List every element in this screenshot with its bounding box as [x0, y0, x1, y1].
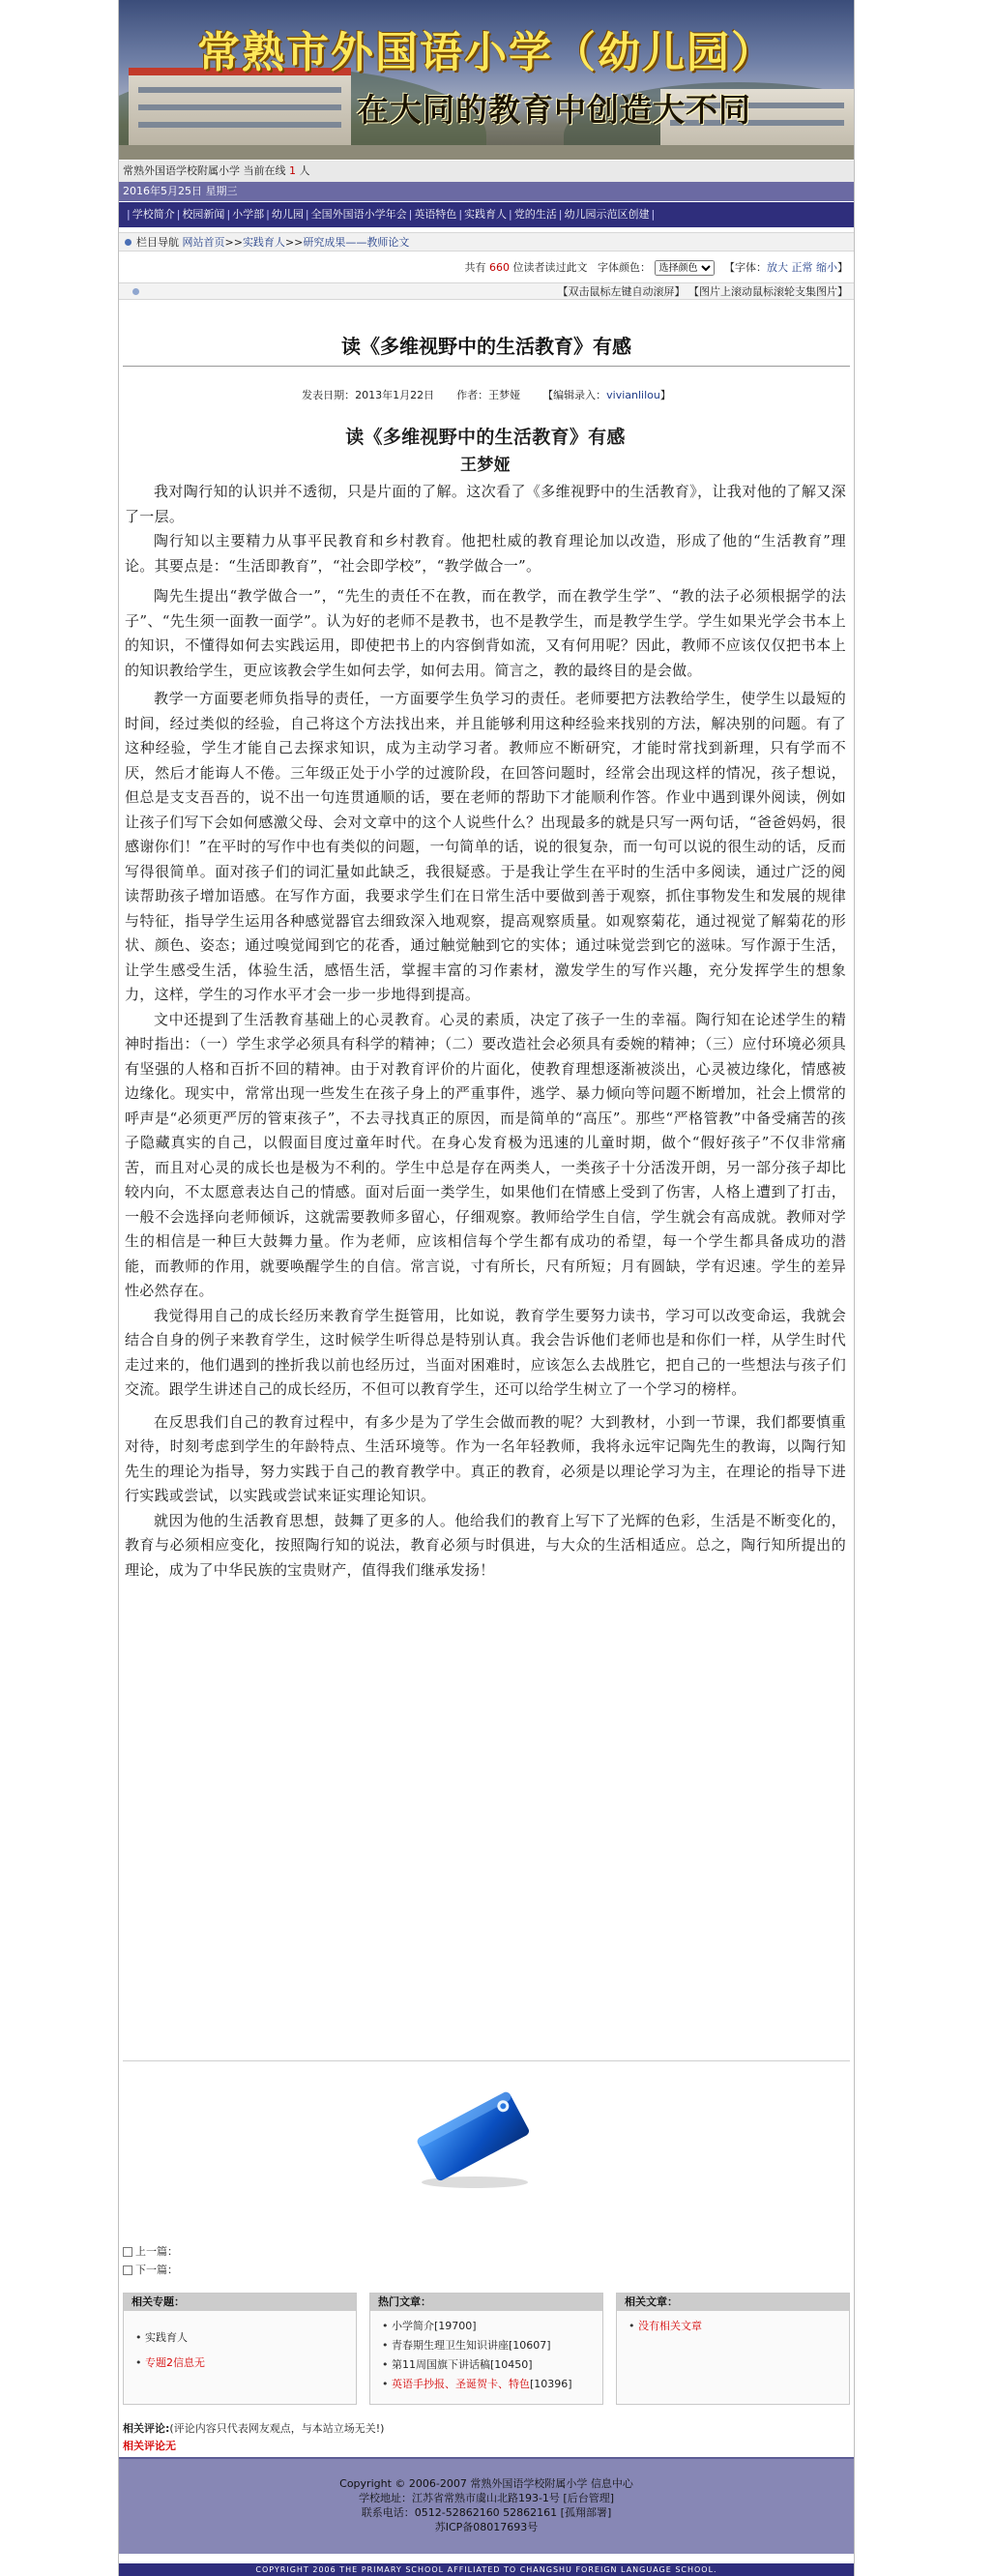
hot-articles-panel [369, 2293, 603, 2405]
article-date: 2013年1月22日 [355, 389, 435, 401]
hot-article-item[interactable] [382, 2336, 602, 2355]
nav-item[interactable]: 全国外国语小学年会 [310, 208, 407, 221]
date-label: 发表日期： [302, 389, 356, 401]
hot-article-count: [10607] [509, 2339, 551, 2352]
font-size-close: 】 [837, 261, 848, 274]
breadcrumb-link-papers[interactable]: 研究成果——教师论文 [303, 236, 410, 249]
article-paragraph: 在反思我们自己的教育过程中，有多少是为了学生会做而教的呢？大到教材，小到一节课，我们都要慎重对待，时刻考虑到学生的年龄特点、生活环境等。作为一名年轻教师，我将永远牢记陶先生的教诲，以陶行知先生的理论为指导，努力实践于自己的教育教学中。真正的教育，必须是以理论学习为主，在理论的指导下进行实践或尝试，以实践或尝试来证实理论知识。 [125, 1412, 846, 1504]
checkbox-icon [123, 2265, 132, 2275]
nav-item[interactable]: 小学部 [232, 208, 265, 221]
school-title: 常熟市外国语小学（幼儿园） [197, 28, 775, 77]
nav-item[interactable]: 党的生活 [513, 208, 557, 221]
editor-close: 】 [659, 389, 671, 401]
panel-header: 热门文章： [370, 2294, 602, 2311]
article-paragraph: 就因为他的生活教育思想，鼓舞了更多的人。他给我们的教育上写下了光辉的色彩，生活是不断变化的，教育与必须相应变化，按照陶行知的说法，教育必须与时俱进，与大众的生活相适应。总之，陶行知所提出的理论，成为了中华民族的宝贵财产，值得我们继承发扬！ [125, 1511, 846, 1579]
wheel-zoom-tip: 【图片上滚动鼠标滚轮支集图片】 [688, 285, 848, 298]
article-paragraph: 教学一方面要老师负指导的责任，一方面要学生负学习的责任。老师要把方法教给学生，使学生以最短的时间，经过类似的经验，自己将这个方法找出来，并且能够利用这种经验来找别的方法，解决别的问题。有了这种经验，学生才能自己去探求知识，成为主动学习者。教师应不断研究，才能时常找到新理，只有学而不厌，然后才能诲人不倦。三年级正处于小学的过渡阶段，在回答问题时，经常会出现这样的情况，孩子想说，但总是支支吾吾的，说不出一句连贯通顺的话，要在老师的帮助下才能顺利作答。作业中遇到课外阅读，例如让孩子们写下会如何感激父母、会对文章中的这个人说些什么？出现最多的就是只写一两句话，“爸爸妈妈，很感谢你们！”在平时的写作中也有类似的问题，一句简单的话，说的很复杂，而一句可以说的很生动的话，反而写得很简单。面对孩子们的词汇量如此缺乏，我很疑惑。于是我让学生在平时的生活中多阅读，通过广泛的阅读帮助孩子增加语感。在写作方面，我要求学生们在日常生活中要做到善于观察，抓住事物发生和发展的规律与特征，指导学生运用各种感觉器官去细致深入地观察，提高观察质量。如观察菊花，通过视觉了解菊花的形状、颜色、姿态；通过嗅觉闻到它的花香，通过触觉触到它的实体；通过味觉尝到它的滋味。写作源于生活，让学生感受生活，体验生活，感悟生活，掌握丰富的习作素材，激发学生的写作兴趣，充分发挥学生的想象力，这样，学生的习作水平才会一步一步地得到提高。 [125, 690, 846, 1003]
site-name: 常熟外国语学校附属小学 [123, 164, 240, 177]
scroll-tip-bar [119, 282, 854, 300]
article-inner-author: 王梦娅 [460, 456, 511, 475]
author-label: 作者： [456, 389, 489, 401]
comments-note: (评论内容只代表网友观点，与本站立场无关!) [169, 2422, 385, 2435]
article-paragraph: 陶先生提出“教学做合一”，“先生的责任不在教，而在教学，而在教学生学”、“教的法子必须根据学的法子”、“先生须一面教一面学”。认为好的老师不是教书，也不是教学生，而是教学生学。学生如果光学会书本上的知识，不懂得如何去实践运用，即使把书上的内容倒背如流，又有何用呢？因此，教师不应该仅仅把书本上的知识教给学生，更应该教会学生如何去学，如何去用。简言之，教的最终目的是会做。 [125, 587, 846, 679]
nav-item[interactable]: 实践育人 [464, 208, 508, 221]
hot-article-count: [10396] [530, 2378, 572, 2390]
banner-ground [119, 145, 854, 160]
hot-article-item[interactable] [382, 2375, 602, 2394]
online-status [119, 161, 854, 182]
article-paragraph: 我觉得用自己的成长经历来教育学生挺管用，比如说，教育学生要努力读书，学习可以改变命运，我就会结合自身的例子来教育学生，这时候学生听得总是特别认真。我会告诉他们老师也是和你们一样，从学生时代走过来的，他们遇到的挫折我以前也经历过，当面对困难时，应该怎么去战胜它，把自己的一些想法与孩子们交流。跟学生讲述自己的成长经历，不但可以教育学生，还可以给学生树立了一个学习的榜样。 [125, 1306, 846, 1398]
footer-address: 学校地址：江苏省常熟市虞山北路193-1号 [后台管理] [358, 2492, 615, 2504]
related-topic-item[interactable]: • 专题2信息无 [135, 2354, 356, 2373]
prev-next-links [123, 2242, 178, 2279]
font-big-link[interactable]: 放大 [767, 261, 788, 274]
bullet-icon [125, 239, 132, 246]
bullet-icon [132, 288, 139, 295]
editor-link[interactable]: vivianlilou [606, 389, 660, 401]
footer-icp[interactable]: 苏ICP备08017693号 [434, 2521, 539, 2533]
hot-article-count: [10450] [490, 2358, 533, 2371]
hot-article-title[interactable]: 青春期生理卫生知识讲座 [392, 2339, 509, 2352]
article-body [125, 418, 846, 1583]
article-paragraph: 我对陶行知的认识并不透彻，只是片面的了解。这次看了《多维视野中的生活教育》，让我对他的了解又深了一层。 [125, 483, 846, 525]
read-count-label: 共有 [464, 261, 486, 274]
related-topic-item[interactable]: • 实践育人 [135, 2328, 356, 2348]
footer-phone: 联系电话：0512-52862160 52862161 [孤翔部署] [361, 2506, 612, 2519]
hot-article-title[interactable]: 英语手抄报、圣诞贺卡、特色 [392, 2378, 530, 2390]
online-label: 当前在线 [243, 164, 286, 177]
font-small-link[interactable]: 缩小 [816, 261, 837, 274]
comments-section [123, 2420, 850, 2455]
article-toolbar [119, 257, 854, 279]
related-topics-panel [123, 2293, 357, 2405]
related-panels [123, 2293, 850, 2405]
font-color-label: 字体颜色： [598, 261, 651, 274]
article-paragraph: 文中还提到了生活教育基础上的心灵教育。心灵的素质，决定了孩子一生的幸福。陶行知在论述学生的精神时指出：（一）学生求学必须具有科学的精神；（二）要改造社会必须具有委婉的精神；（三）应付环境必须具有坚强的人格和百折不回的精神。由于对教育评价的片面化，使教育理想逐渐被淡出，心灵被边缘化，情感被边缘化。现实中，常常出现一些发生在孩子身上的严重事件，逃学、暴力倾向等问题不断增加，社会上惯常的呼声是“必须更严厉的管束孩子”，不去寻找真正的原因，而是简单的“高压”。那些“严格管教”中备受痛苦的孩子隐藏真实的自己，以假面目度过童年时代。在身心发育极为迅速的儿童时期，做个“假好孩子”不仅非常痛苦，而且对心灵的成长也是极为不利的。学生中总是存在两类人，一类孩子十分活泼开朗，另一部分孩子却比较内向，不太愿意表达自己的情感。面对后面一类学生，如果他们在情感上受到了伤害，人格上遭到了打击，一般不会选择向老师倾诉，这就需要教师多留心，仔细观察。教师给学生自信，学生就会有高成就。教师对学生的相信是一种巨大鼓舞力量。作为老师，应该相信每个学生都有成功的希望，每一个学生都具备成功的潜能，而教师的作用，就要唤醒学生的自信。常言说，寸有所长，尺有所短；月有圆缺，学有迟速。学生的差异性必然存在。 [125, 1010, 846, 1299]
hot-article-count: [19700] [434, 2320, 477, 2332]
checkbox-icon [123, 2247, 132, 2257]
nav-item[interactable]: 幼儿园 [271, 208, 304, 221]
related-article-item: • 没有相关文章 [629, 2317, 849, 2336]
comments-label: 相关评论: [123, 2422, 170, 2435]
footer-english-copyright: COPYRIGHT 2006 THE PRIMARY SCHOOL AFFILIATED TO CHANGSHU FOREIGN LANGUAGE SCHOOL. [119, 2563, 854, 2576]
hot-article-title[interactable]: 小学简介 [392, 2320, 434, 2332]
article-inner-title: 读《多维视野中的生活教育》有感 [345, 427, 626, 448]
current-date: 2016年5月25日 星期三 [119, 182, 854, 201]
related-articles-panel [616, 2293, 850, 2405]
editor-label: 【编辑录入： [542, 389, 607, 401]
article-meta [119, 387, 854, 402]
online-unit: 人 [299, 164, 310, 177]
prev-label: 上一篇： [135, 2245, 178, 2258]
dblclick-scroll-tip[interactable]: 【双击鼠标左键自动滚屏】 [557, 285, 686, 298]
online-count: 1 [289, 164, 296, 177]
article-author: 王梦娅 [488, 389, 521, 401]
hot-article-item[interactable] [382, 2355, 602, 2375]
main-nav: | 学校简介 | 校园新闻 | 小学部 | 幼儿园 | 全国外国语小学年会 | 英语特色 | 实践育人 | 党的生活 | 幼儿园示范区创建 | [119, 202, 854, 227]
comments-empty: 相关评论无 [123, 2440, 176, 2452]
breadcrumb-prefix: 栏目导航 [136, 236, 179, 249]
next-article[interactable] [123, 2261, 178, 2279]
school-slogan: 在大同的教育中创造大不同 [357, 91, 751, 129]
page-container [118, 0, 855, 2576]
font-size-label: 【字体： [724, 261, 767, 274]
hot-article-title[interactable]: 第11周国旗下讲话稿 [392, 2358, 490, 2371]
blue-card-image [399, 2078, 544, 2194]
header-banner [119, 0, 854, 160]
hot-article-item[interactable] [382, 2317, 602, 2336]
font-color-select[interactable] [655, 260, 715, 276]
panel-header: 相关专题： [124, 2294, 356, 2311]
breadcrumb: 栏目导航 网站首页>>实践育人>>研究成果——教师论文 [119, 232, 854, 252]
prev-article[interactable] [123, 2242, 178, 2261]
nav-item[interactable]: 校园新闻 [182, 208, 225, 221]
site-footer [119, 2457, 854, 2554]
breadcrumb-link-home[interactable]: 网站首页 [182, 236, 225, 249]
article-paragraph: 陶行知以主要精力从事平民教育和乡村教育。他把杜威的教育理论加以改造，形成了他的“生活教育”理论。其要点是：“生活即教育”，“社会即学校”，“教学做合一”。 [125, 532, 846, 575]
content-divider [123, 2060, 850, 2061]
read-count: 660 [489, 261, 510, 274]
panel-header: 相关文章： [617, 2294, 849, 2311]
nav-item[interactable]: 幼儿园示范区创建 [564, 208, 650, 221]
nav-item[interactable]: 英语特色 [414, 208, 457, 221]
breadcrumb-link-practice[interactable]: 实践育人 [242, 236, 285, 249]
nav-item[interactable]: 学校简介 [132, 208, 175, 221]
title-divider [123, 366, 850, 367]
footer-copyright: Copyright © 2006-2007 常熟外国语学校附属小学 信息中心 [339, 2477, 633, 2490]
font-normal-link[interactable]: 正常 [791, 261, 813, 274]
read-count-suffix: 位读者读过此文 [512, 261, 588, 274]
article-title: 读《多维视野中的生活教育》有感 [341, 335, 631, 358]
next-label: 下一篇： [135, 2264, 178, 2276]
